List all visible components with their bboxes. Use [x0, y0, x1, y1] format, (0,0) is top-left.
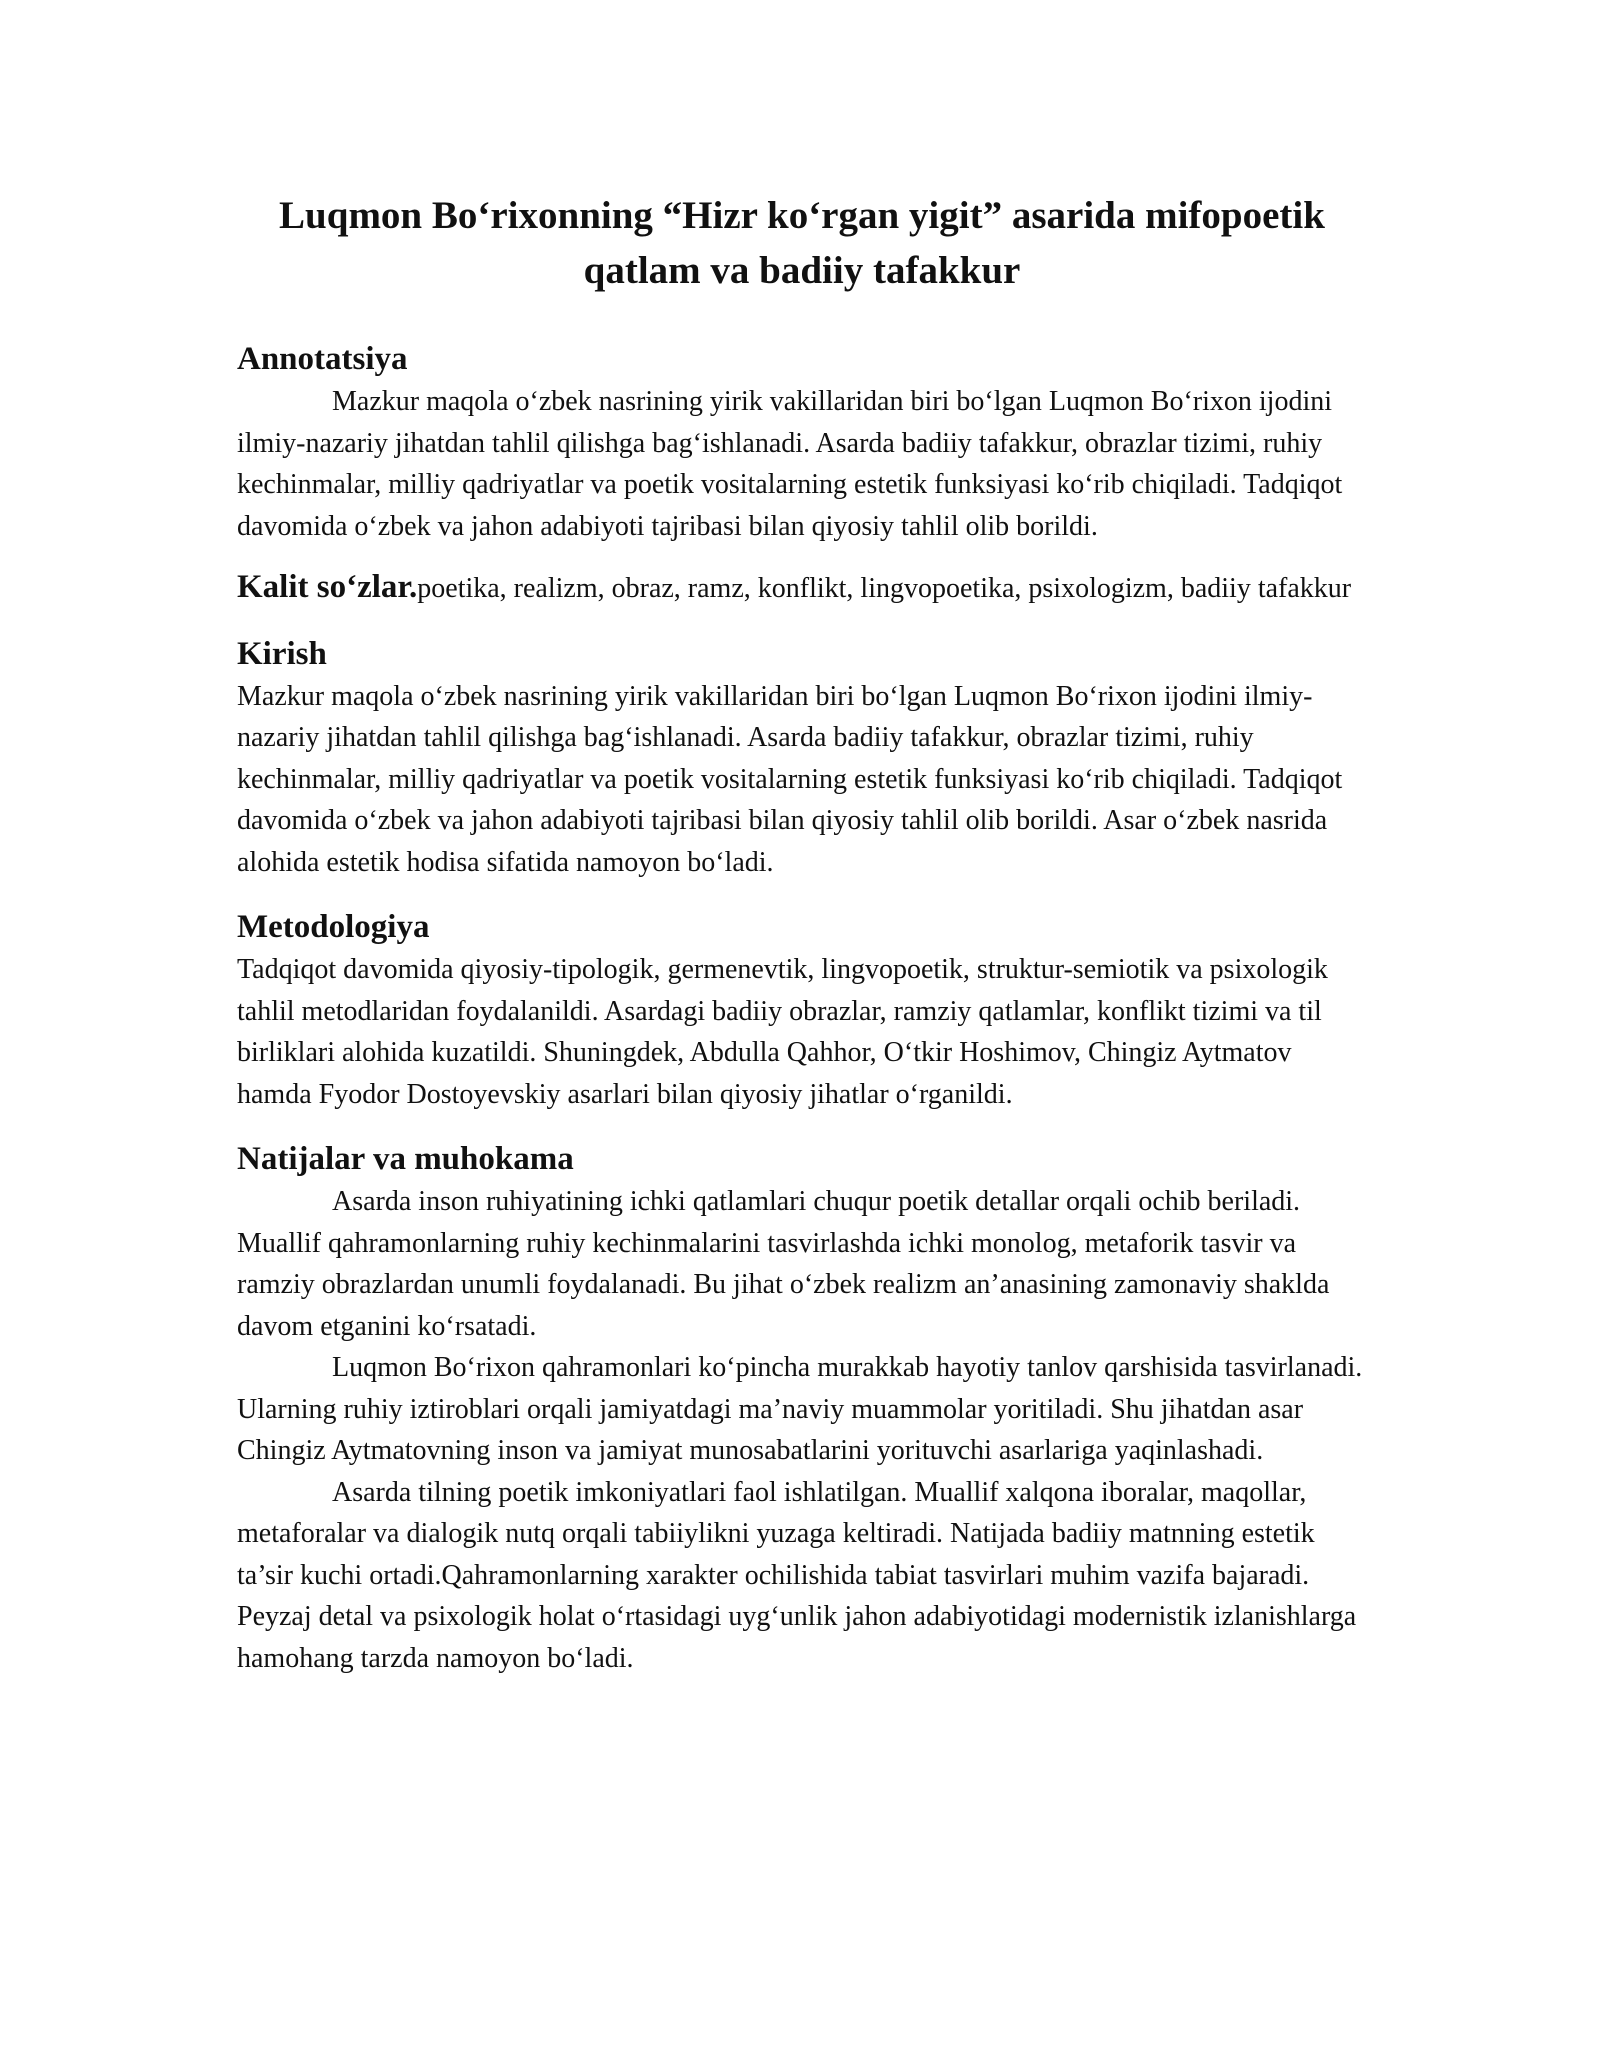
methodology-text: Tadqiqot davomida qiyosiy-tipologik, germenevtik, lingvopoetik, struktur-semiotik va psixologik tahlil metodlaridan foydalanildi. Asardagi badiiy obrazlar, ramziy qatlamlar, konflikt tizimi va til birliklari alohida kuzatildi. Shuningdek, Abdulla Qahhor, O‘tkir Hoshimov, Chingiz Aytmatov hamda Fyodor Dostoyevskiy asarlari bilan qiyosiy jihatlar o‘rganildi. [237, 954, 1328, 1110]
introduction-heading: Kirish [237, 635, 327, 672]
document-page [237, 188, 1367, 1679]
keywords-paragraph [237, 567, 1367, 610]
results-paragraph-1: Asarda inson ruhiyatining ichki qatlamlari chuqur poetik detallar orqali ochib beriladi. Muallif qahramonlarning ruhiy kechinmalarini tasvirlashda ichki monolog, metaforik tasvir va ramziy obrazlardan unumli foydalanadi. Bu jihat o‘zbek realizm an’anasining zamonaviy shaklda davom etganini ko‘rsatadi. [237, 1186, 1330, 1342]
keywords-label: Kalit so‘zlar. [237, 569, 418, 605]
annotation-text: Mazkur maqola o‘zbek nasrining yirik vakillaridan biri bo‘lgan Luqmon Bo‘rixon ijodini ilmiy-nazariy jihatdan tahlil qilishga bag‘ishlanadi. Asarda badiiy tafakkur, obrazlar tizimi, ruhiy kechinmalar, milliy qadriyatlar va poetik vositalarning estetik funksiyasi ko‘rib chiqiladi. Tadqiqot davomida o‘zbek va jahon adabiyoti tajribasi bilan qiyosiy tahlil olib borildi. [237, 386, 1343, 542]
methodology-heading: Metodologiya [237, 909, 430, 945]
annotation-heading: Annotatsiya [237, 341, 408, 377]
results-heading: Natijalar va muhokama [237, 1141, 574, 1177]
introduction-text: Mazkur maqola o‘zbek nasrining yirik vakillaridan biri bo‘lgan Luqmon Bo‘rixon ijodini ilmiy-nazariy jihatdan tahlil qilishga bag‘ishlanadi. Asarda badiiy tafakkur, obrazlar tizimi, ruhiy kechinmalar, milliy qadriyatlar va poetik vositalarning estetik funksiyasi ko‘rib chiqiladi. Tadqiqot davomida o‘zbek va jahon adabiyoti tajribasi bilan qiyosiy tahlil olib borildi. Asar o‘zbek nasrida alohida estetik hodisa sifatida namoyon bo‘ladi. [237, 680, 1343, 878]
keywords-text: poetika, realizm, obraz, ramz, konflikt, lingvopoetika, psixologizm, badiiy tafakkur [417, 573, 1352, 604]
results-paragraph-3: Asarda tilning poetik imkoniyatlari faol ishlatilgan. Muallif xalqona iboralar, maqollar, metaforalar va dialogik nutq orqali tabiiylikni yuzaga keltiradi. Natijada badiiy matnning estetik ta’sir kuchi ortadi.Qahramonlarning xarakter ochilishida tabiat tasvirlari muhim vazifa bajaradi. Peyzaj detal va psixologik holat o‘rtasidagi uyg‘unlik jahon adabiyotidagi modernistik izlanishlarga hamohang tarzda namoyon bo‘ladi. [237, 1476, 1357, 1674]
results-paragraph-2: Luqmon Bo‘rixon qahramonlari ko‘pincha murakkab hayotiy tanlov qarshisida tasvirlanadi. Ularning ruhiy iztiroblari orqali jamiyatdagi ma’naviy muammolar yoritiladi. Shu jihatdan asar Chingiz Aytmatovning inson va jamiyat munosabatlarini yorituvchi asarlariga yaqinlashadi. [237, 1352, 1363, 1466]
article-title: Luqmon Bo‘rixonning “Hizr ko‘rgan yigit” asarida mifopoetik qatlam va badiiy tafakkur [279, 194, 1325, 292]
